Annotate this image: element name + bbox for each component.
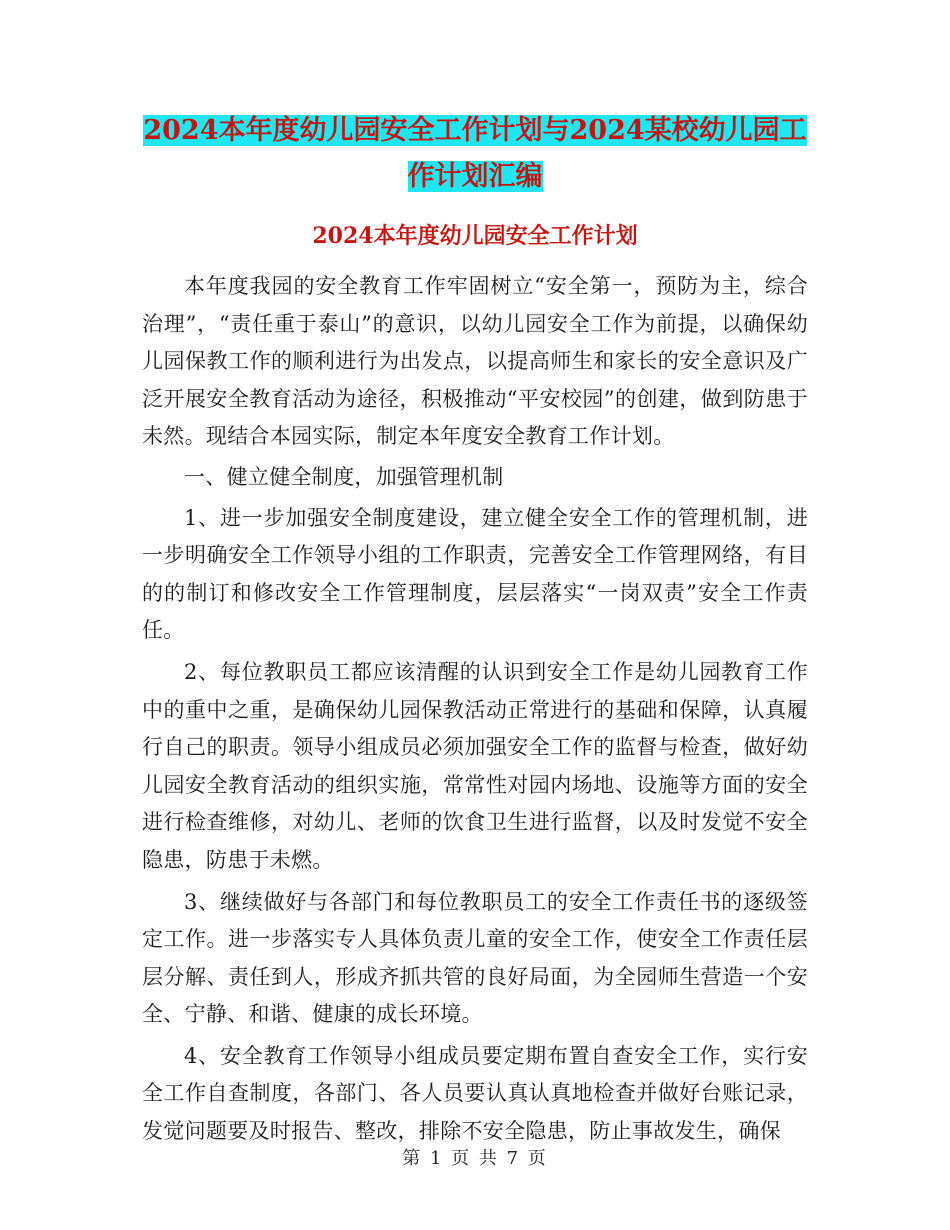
document-title <box>140 108 810 200</box>
document-title-line-2: 作计划汇编 <box>407 161 543 192</box>
paragraph-item-1: 1、进一步加强安全制度建设，建立健全安全工作的管理机制，进一步明确安全工作领导小组的工作职责，完善安全工作管理网络，有目的的制订和修改安全工作管理制度，层层落实“一岗双责”安全工作责任。 <box>142 505 808 643</box>
page-footer: 第 1 页 共 7 页 <box>402 1148 548 1169</box>
section-title: 2024本年度幼儿园安全工作计划 <box>312 223 638 249</box>
document-title-line-1: 2024本年度幼儿园安全工作计划与2024某校幼儿园工 <box>143 115 807 146</box>
paragraph-item-4: 4、安全教育工作领导小组成员要定期布置自查安全工作，实行安全工作自查制度，各部门、各人员要认真认真地检查并做好台账记录，发觉问题要及时报告、整改，排除不安全隐患，防止事故发生，确保 <box>142 1043 808 1144</box>
paragraph-item-2: 2、每位教职员工都应该清醒的认识到安全工作是幼儿园教育工作中的重中之重，是确保幼儿园保教活动正常进行的基础和保障，认真履行自己的职责。领导小组成员必须加强安全工作的监督与检查，做好幼儿园安全教育活动的组织实施，常常性对园内场地、设施等方面的安全进行检查维修，对幼儿、老师的饮食卫生进行监督，以及时发觉不安全隐患，防患于未燃。 <box>142 659 808 872</box>
document-body <box>142 268 808 1154</box>
paragraph-heading-1: 一、健立健全制度，加强管理机制 <box>184 464 504 489</box>
paragraph-item-3: 3、继续做好与各部门和每位教职员工的安全工作责任书的逐级签定工作。进一步落实专人具体负责儿童的安全工作，使安全工作责任层层分解、责任到人，形成齐抓共管的良好局面，为全园师生营造一个安全、宁静、和谐、健康的成长环境。 <box>142 889 808 1027</box>
paragraph-intro: 本年度我园的安全教育工作牢固树立“安全第一，预防为主，综合治理”，“责任重于泰山”的意识，以幼儿园安全工作为前提，以确保幼儿园保教工作的顺利进行为出发点，以提高师生和家长的安全意识及广泛开展安全教育活动为途径，积极推动“平安校园”的创建，做到防患于未然。现结合本园实际，制定本年度安全教育工作计划。 <box>142 274 808 449</box>
